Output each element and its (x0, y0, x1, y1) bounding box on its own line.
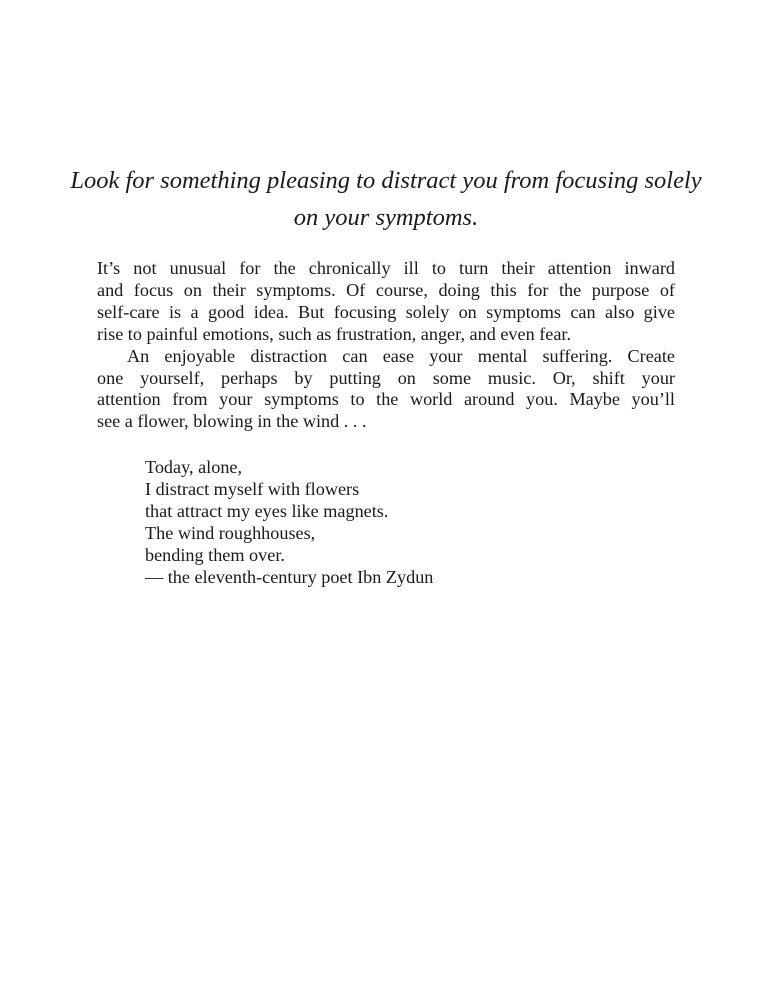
poem-line: that attract my eyes like magnets. (145, 500, 389, 521)
page-heading (70, 162, 702, 236)
text-line: self-care is a good idea. But focusing solely on symptoms can also give (97, 301, 675, 322)
poem-quote (145, 457, 433, 588)
text-line: An enjoyable distraction can ease your mental suffering. Create (127, 345, 675, 366)
poem-line: The wind roughhouses, (145, 522, 316, 543)
text-line: rise to painful emotions, such as frustration, anger, and even fear. (97, 323, 572, 344)
body-text (97, 258, 675, 433)
text-line: see a flower, blowing in the wind . . . (97, 411, 367, 432)
text-line: and focus on their symptoms. Of course, doing this for the purpose of (97, 279, 675, 300)
heading-line: Look for something pleasing to distract you from focusing solely (70, 167, 702, 194)
paragraph-distraction (97, 346, 675, 434)
heading-line: on your symptoms. (293, 204, 479, 231)
text-line: one yourself, perhaps by putting on some music. Or, shift your (97, 367, 675, 388)
text-line: It’s not unusual for the chronically ill to turn their attention inward (97, 258, 675, 278)
poem-line: bending them over. (145, 544, 285, 565)
poem-line: Today, alone, (145, 457, 243, 477)
poem-line: I distract myself with flowers (145, 478, 360, 499)
text-line: attention from your symptoms to the world around you. Maybe you’ll (97, 389, 675, 410)
poem-attribution: — the eleventh-century poet Ibn Zydun (145, 566, 434, 587)
paragraph-intro (97, 258, 675, 346)
